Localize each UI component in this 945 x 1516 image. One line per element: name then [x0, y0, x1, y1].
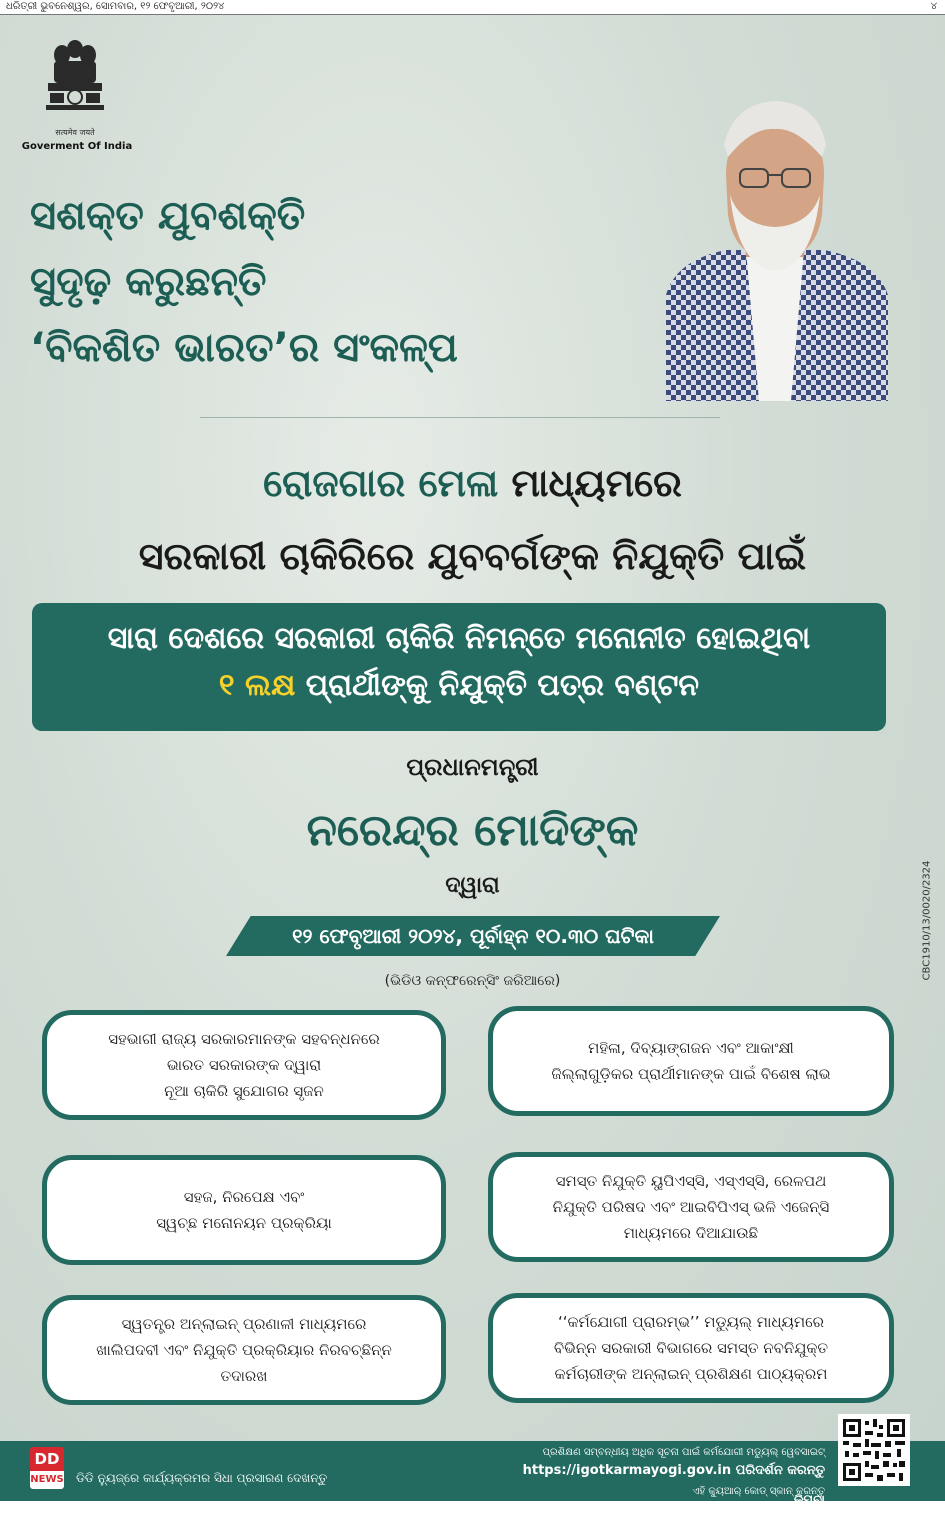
feature-5-line-2: ଖାଲିପଦବୀ ଏବଂ ନିଯୁକ୍ତି ପ୍ରକ୍ରିୟାର ନିରବଚ୍ଛିନ୍ନ [96, 1341, 392, 1359]
pm-by: ଦ୍ୱାରା [445, 873, 500, 898]
feature-2-line-1: ମହିଳା, ଦିବ୍ୟାଙ୍ଗଜନ ଏବଂ ଆକାଂକ୍ଷୀ [588, 1039, 794, 1057]
feature-box-3 [42, 1155, 446, 1265]
feature-1-line-2: ଭାରତ ସରକାରଙ୍କ ଦ୍ୱାରା [166, 1056, 322, 1074]
rozgar-mela-label: ରୋଜଗାର ମେଳା [263, 461, 499, 505]
lakh-highlight: ୧ ଲକ୍ଷ [218, 668, 296, 703]
headline [30, 183, 590, 381]
rozgar-mela-line [0, 455, 945, 511]
feature-4-line-2: ନିଯୁକ୍ତି ପରିଷଦ ଏବଂ ଆଇବିପିଏସ୍ ଭଳି ଏଜେନ୍ସି [552, 1198, 830, 1216]
qr-code[interactable] [838, 1414, 910, 1486]
pm-name: ନରେନ୍ଦ୍ର ମୋଦିଙ୍କ [306, 805, 639, 856]
feature-6-line-2: ବିଭିନ୍ନ ସରକାରୀ ବିଭାଗରେ ସମସ୍ତ ନବନିଯୁକ୍ତ [553, 1339, 829, 1357]
appointment-line: ସରକାରୀ ଚାକିରିରେ ଯୁବବର୍ଗଙ୍କ ନିଯୁକ୍ତି ପାଇଁ [138, 534, 807, 578]
feature-4-line-1: ସମସ୍ତ ନିଯୁକ୍ତି ୟୁପିଏସ୍‌ସି, ଏସ୍‌ଏସ୍‌ସି, ରେଳପଥ [555, 1172, 827, 1190]
feature-box-1 [42, 1010, 446, 1120]
ad-code [917, 845, 937, 1015]
dd-logo-bottom: NEWS [30, 1471, 64, 1489]
feature-box-6 [488, 1293, 894, 1403]
dd-news-logo [30, 1447, 64, 1491]
feature-6-line-1: ‘‘କର୍ମଯୋଗୀ ପ୍ରାରମ୍ଭ’’ ମଡ୍ୟୁଲ୍ ମାଧ୍ୟମରେ [557, 1313, 825, 1331]
qr-instruction: ଏହି କ୍ୟୁଆର୍ କୋଡ୍ ସ୍କାନ୍ କରନ୍ତୁ [692, 1486, 825, 1497]
feature-4-line-3: ମାଧ୍ୟମରେ ଦିଆଯାଉଛି [623, 1224, 759, 1242]
training-info: ପ୍ରଶିକ୍ଷଣ ସମ୍ବନ୍ଧୀୟ ଅଧିକ ସୂଚନା ପାଇଁ କର୍ମଯୋଗୀ ମଡ୍ୟୁଲ୍ ୱେବସାଇଟ୍ [542, 1447, 825, 1458]
divider [200, 417, 720, 418]
feature-1-line-1: ସହଭାଗୀ ରାଜ୍ୟ ସରକାରମାନଙ୍କ ସହବନ୍ଧନରେ [108, 1030, 380, 1048]
feature-1-line-3: ନୂଆ ଚାକିରି ସୁଯୋଗର ସୃଜନ [164, 1082, 324, 1100]
dd-logo-top: DD [30, 1447, 64, 1471]
feature-box-4 [488, 1152, 894, 1262]
feature-5-line-3: ତଦାରଖ [220, 1367, 268, 1385]
event-datetime: ୧୨ ଫେବୃଆରୀ ୨୦୨୪, ପୂର୍ବାହ୍ନ ୧୦.୩୦ ଘଟିକା [292, 924, 654, 948]
feature-6-line-3: କର୍ମଚାରୀଙ୍କ ଅନ୍‌ଲାଇନ୍ ପ୍ରଶିକ୍ଷଣ ପାଠ୍ୟକ୍ରମ [554, 1365, 828, 1383]
band-line-2 [32, 661, 886, 711]
feature-box-2 [488, 1006, 894, 1116]
government-label: Goverment Of India [21, 141, 133, 152]
through-label: ମାଧ୍ୟମରେ [511, 461, 682, 505]
distribution-band [32, 603, 886, 731]
feature-2-line-2: ଜିଲ୍ଲାଗୁଡ଼ିକର ପ୍ରାର୍ଥୀମାନଙ୍କ ପାଇଁ ବିଶେଷ ଲାଭ [551, 1065, 831, 1083]
feature-5-line-1: ସ୍ୱତନ୍ତ୍ର ଅନ୍‌ଲାଇନ୍ ପ୍ରଣାଳୀ ମାଧ୍ୟମରେ [121, 1315, 367, 1333]
feature-box-5 [42, 1295, 446, 1405]
page-number: ୪ [930, 1, 937, 12]
pm-title: ପ୍ରଧାନମନ୍ତ୍ରୀ [406, 753, 539, 781]
advertisement [0, 15, 945, 1501]
feature-3-line-1: ସହଜ, ନିରପେକ୍ଷ ଏବଂ [183, 1188, 305, 1206]
dateline: ଧରିତ୍ରୀ ଭୁବନେଶ୍ୱର, ସୋମବାର, ୧୨ ଫେବୃଆରୀ, ୨୦୨୪ [6, 1, 225, 12]
dd-news-text: ଡିଡି ନ୍ୟୁଜ୍‌ରେ କାର୍ଯ୍ୟକ୍ରମର ସିଧା ପ୍ରସାରଣ ଦେଖନ୍ତୁ [76, 1471, 328, 1485]
emblem-motto: सत्यमेव जयते [55, 128, 95, 137]
band-line-1: ସାରା ଦେଶରେ ସରକାରୀ ଚାକିରି ନିମନ୍ତେ ମନୋନୀତ ହୋଇଥିବା [107, 621, 811, 656]
headline-line-1: ସଶକ୍ତ ଯୁବଶକ୍ତି [30, 193, 306, 239]
feature-3-line-2: ସ୍ୱଚ୍ଛ ମନୋନୟନ ପ୍ରକ୍ରିୟା [156, 1214, 332, 1232]
event-mode: (ଭିଡିଓ କନ୍‌ଫରେନ୍ସିଂ ଜରିଆରେ) [384, 973, 561, 989]
headline-line-2: ସୁଦୃଢ଼ କରୁଛନ୍ତି [30, 259, 267, 305]
footer [0, 1441, 945, 1508]
event-datetime-band [226, 916, 720, 956]
ad-code-text: CBC1910/13/0020/2324 [921, 860, 933, 981]
newspaper-header [0, 0, 945, 15]
band-line-2-rest: ପ୍ରାର୍ଥୀଙ୍କୁ ନିଯୁକ୍ତି ପତ୍ର ବଣ୍ଟନ [305, 668, 700, 703]
website-url[interactable]: https://igotkarmayogi.gov.in ପରିଦର୍ଶନ କରନ୍ତୁ କିମ୍ବା [522, 1463, 825, 1508]
national-emblem-icon [40, 35, 110, 125]
headline-line-3: ‘ବିକଶିତ ଭାରତ’ର ସଂକଳ୍ପ [30, 325, 458, 371]
pm-portrait [626, 85, 924, 401]
